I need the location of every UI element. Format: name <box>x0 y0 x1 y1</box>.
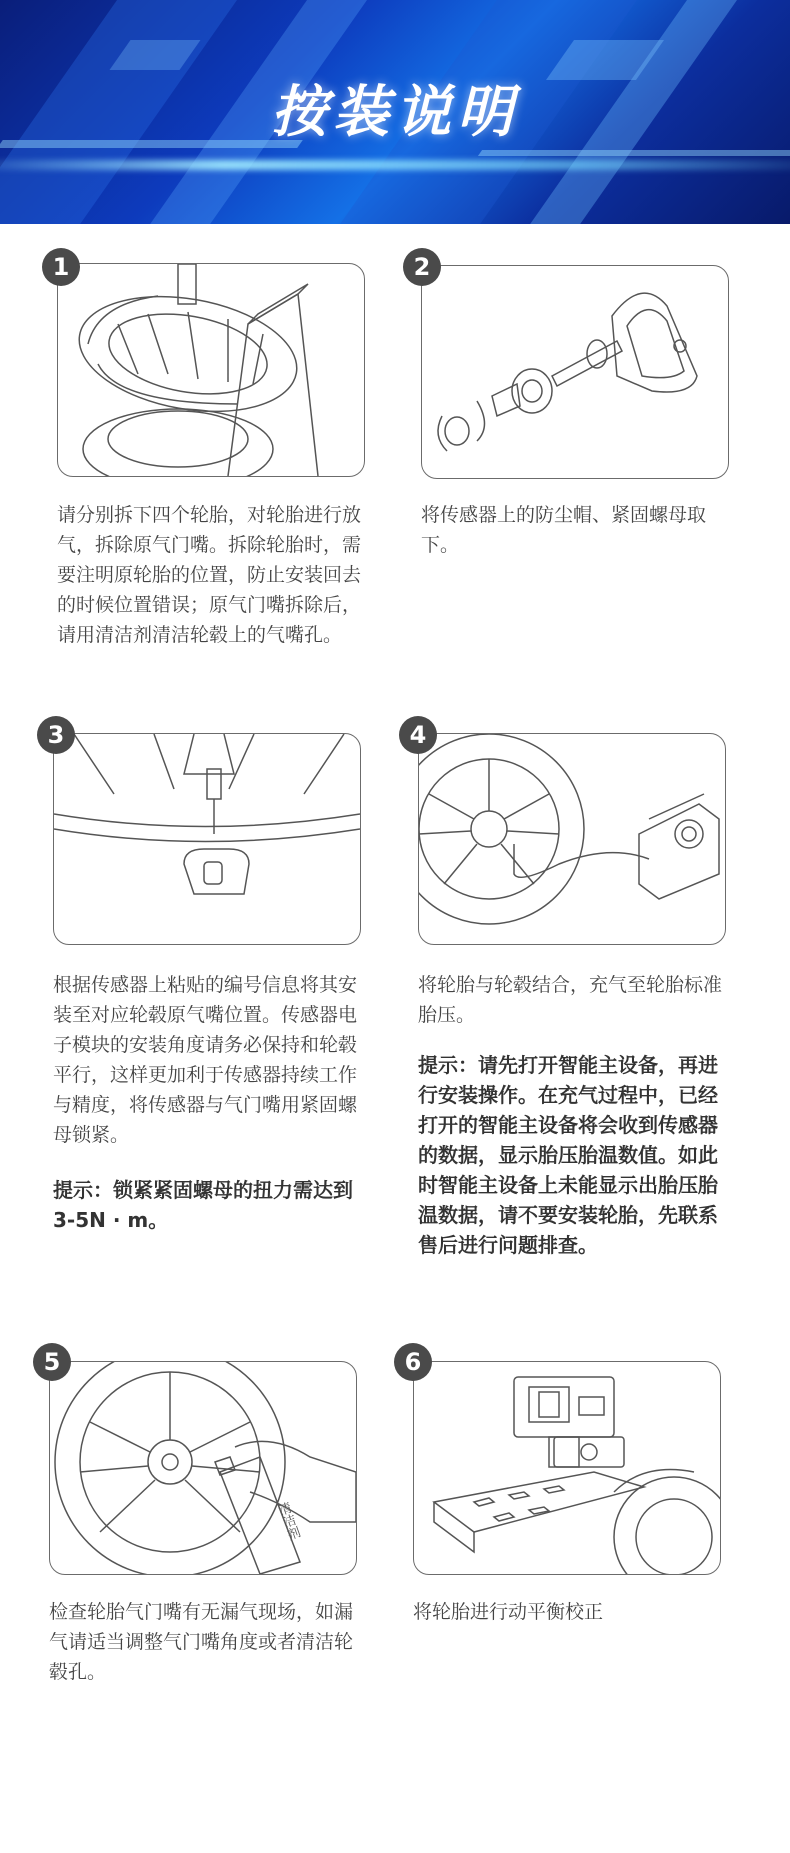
page-title: 按装说明 <box>271 80 519 145</box>
step-3-illustration <box>53 733 361 945</box>
step-1-illustration <box>57 263 365 477</box>
step-6-text: 将轮胎进行动平衡校正 <box>413 1601 604 1623</box>
step-4-tip: 提示：请先打开智能主设备，再进行安装操作。在充气过程中，已经打开的智能主设备将会收到传感器的数据，显示胎压胎温数值。如此时智能主设备上未能显示出胎压胎温数据，请不要安装轮胎，先联系售后进行问题排查。 <box>418 1053 718 1257</box>
step-3-tip: 提示：锁紧紧固螺母的扭力需达到3-5N · m。 <box>53 1178 353 1232</box>
step-4-text: 将轮胎与轮毂结合，充气至轮胎标准胎压。 <box>418 974 723 1026</box>
step-1-badge: 1 <box>42 248 80 286</box>
step-5-illustration <box>49 1361 357 1575</box>
step-3-badge: 3 <box>37 716 75 754</box>
header-banner <box>0 0 790 224</box>
step-4-badge: 4 <box>399 716 437 754</box>
step-2-text: 将传感器上的防尘帽、紧固螺母取下。 <box>421 504 707 556</box>
step-5-badge: 5 <box>33 1343 71 1381</box>
step-5-bottle-label: 清洁剂 <box>273 1500 302 1543</box>
step-2-illustration <box>421 265 729 479</box>
step-6-badge: 6 <box>394 1343 432 1381</box>
step-5-text: 检查轮胎气门嘴有无漏气现场，如漏气请适当调整气门嘴角度或者清洁轮毂孔。 <box>49 1601 354 1683</box>
step-2-badge: 2 <box>403 248 441 286</box>
step-6-illustration <box>413 1361 721 1575</box>
step-3-text: 根据传感器上粘贴的编号信息将其安装至对应轮毂原气嘴位置。传感器电子模块的安装角度请务必保持和轮毂平行，这样更加利于传感器持续工作与精度，将传感器与气门嘴用紧固螺母锁紧。 <box>53 974 358 1146</box>
step-4-illustration <box>418 733 726 945</box>
step-1-text: 请分别拆下四个轮胎，对轮胎进行放气，拆除原气门嘴。拆除轮胎时，需要注明原轮胎的位置，防止安装回去的时候位置错误；原气门嘴拆除后，请用清洁剂清洁轮毂上的气嘴孔。 <box>57 504 362 646</box>
